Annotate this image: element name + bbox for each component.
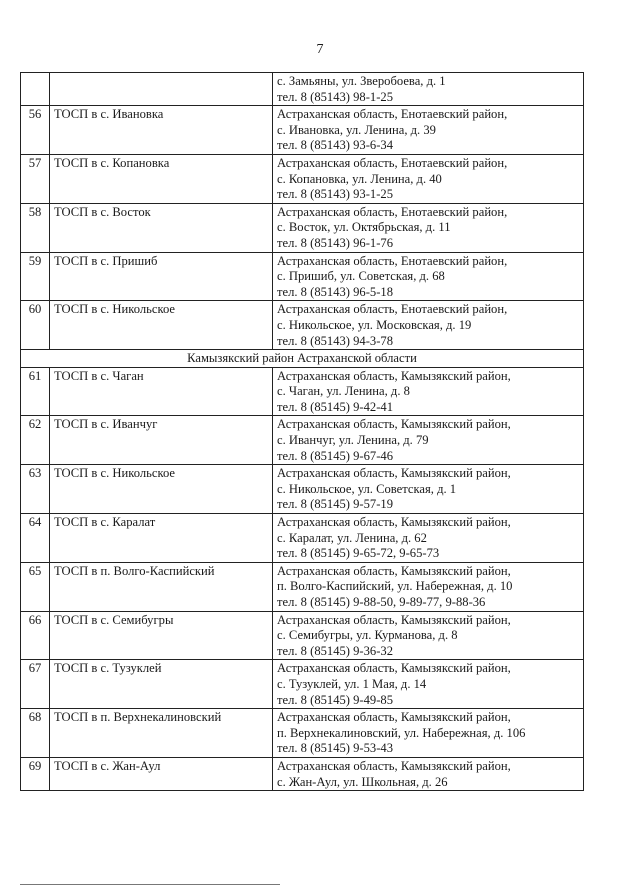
address-line: тел. 8 (85145) 9-36-32	[277, 643, 394, 658]
address-line: тел. 8 (85143) 94-3-78	[277, 333, 394, 348]
table-row	[21, 154, 584, 203]
office-address	[273, 611, 584, 660]
office-address	[273, 465, 584, 514]
row-number: 62	[21, 416, 50, 465]
table-row	[21, 514, 584, 563]
office-registry-table	[20, 72, 584, 791]
office-address	[273, 252, 584, 301]
row-number: 66	[21, 611, 50, 660]
section-heading: Камызякский район Астраханской области	[21, 350, 584, 368]
office-address	[273, 73, 584, 106]
office-name: ТОСП в п. Волго-Каспийский	[50, 562, 273, 611]
table-row	[21, 252, 584, 301]
address-line: тел. 8 (85143) 93-6-34	[277, 138, 394, 153]
address-line: п. Верхнекалиновский, ул. Набережная, д. 106	[277, 725, 526, 740]
address-line: с. Жан-Аул, ул. Школьная, д. 26	[277, 774, 448, 789]
office-address	[273, 514, 584, 563]
address-line: Астраханская область, Камызякский район,	[277, 368, 511, 383]
address-line: Астраханская область, Енотаевский район,	[277, 107, 508, 122]
table-row	[21, 416, 584, 465]
office-address	[273, 154, 584, 203]
address-line: с. Пришиб, ул. Советская, д. 68	[277, 269, 445, 284]
address-line: тел. 8 (85145) 9-88-50, 9-89-77, 9-88-36	[277, 595, 486, 609]
row-number: 57	[21, 154, 50, 203]
office-address	[273, 757, 584, 790]
registry-body	[21, 73, 584, 791]
table-row	[21, 301, 584, 350]
address-line: Астраханская область, Камызякский район,	[277, 758, 511, 773]
row-number: 64	[21, 514, 50, 563]
office-address	[273, 416, 584, 465]
row-number: 56	[21, 106, 50, 155]
table-row	[21, 660, 584, 709]
office-address	[273, 301, 584, 350]
table-row	[21, 367, 584, 416]
row-number: 59	[21, 252, 50, 301]
address-line: тел. 8 (85145) 9-53-43	[277, 741, 394, 756]
table-row	[21, 106, 584, 155]
office-name: ТОСП в с. Копановка	[50, 154, 273, 203]
address-line: Астраханская область, Енотаевский район,	[277, 204, 508, 219]
address-line: тел. 8 (85145) 9-57-19	[277, 497, 394, 512]
office-name: ТОСП в с. Восток	[50, 203, 273, 252]
row-number: 60	[21, 301, 50, 350]
address-line: тел. 8 (85143) 96-5-18	[277, 284, 394, 299]
address-line: с. Иванчуг, ул. Ленина, д. 79	[277, 433, 429, 448]
address-line: тел. 8 (85145) 9-67-46	[277, 448, 394, 463]
table-row	[21, 562, 584, 611]
address-line: с. Копановка, ул. Ленина, д. 40	[277, 171, 442, 186]
office-name: ТОСП в с. Семибугры	[50, 611, 273, 660]
office-name: ТОСП в п. Верхнекалиновский	[50, 709, 273, 758]
office-name: ТОСП в с. Иванчуг	[50, 416, 273, 465]
office-address	[273, 367, 584, 416]
row-number: 67	[21, 660, 50, 709]
office-name: ТОСП в с. Жан-Аул	[50, 757, 273, 790]
row-number: 61	[21, 367, 50, 416]
address-line: тел. 8 (85143) 93-1-25	[277, 187, 394, 202]
address-line: с. Ивановка, ул. Ленина, д. 39	[277, 122, 436, 137]
table-row	[21, 73, 584, 106]
office-name: ТОСП в с. Чаган	[50, 367, 273, 416]
table-row	[21, 611, 584, 660]
bottom-rule	[20, 884, 280, 885]
address-line: с. Тузуклей, ул. 1 Мая, д. 14	[277, 676, 427, 691]
office-address	[273, 709, 584, 758]
address-line: Астраханская область, Камызякский район,	[277, 515, 511, 530]
table-row	[21, 757, 584, 790]
address-line: с. Никольское, ул. Советская, д. 1	[277, 481, 457, 496]
office-name: ТОСП в с. Никольское	[50, 301, 273, 350]
office-name	[50, 73, 273, 106]
table-row	[21, 465, 584, 514]
office-name: ТОСП в с. Каралат	[50, 514, 273, 563]
address-line: Астраханская область, Камызякский район,	[277, 612, 511, 627]
address-line: Астраханская область, Енотаевский район,	[277, 302, 508, 317]
office-address	[273, 660, 584, 709]
row-number	[21, 73, 50, 106]
office-address	[273, 106, 584, 155]
address-line: тел. 8 (85145) 9-65-72, 9-65-73	[277, 546, 440, 561]
address-line: Астраханская область, Камызякский район,	[277, 417, 511, 432]
address-line: п. Волго-Каспийский, ул. Набережная, д. 10	[277, 579, 513, 594]
address-line: Астраханская область, Камызякский район,	[277, 710, 511, 725]
row-number: 65	[21, 562, 50, 611]
address-line: тел. 8 (85145) 9-49-85	[277, 692, 394, 707]
table-row	[21, 203, 584, 252]
table-row	[21, 709, 584, 758]
address-line: Астраханская область, Енотаевский район,	[277, 155, 508, 170]
office-name: ТОСП в с. Никольское	[50, 465, 273, 514]
row-number: 63	[21, 465, 50, 514]
address-line: Астраханская область, Камызякский район,	[277, 466, 511, 481]
row-number: 58	[21, 203, 50, 252]
address-line: тел. 8 (85143) 96-1-76	[277, 235, 394, 250]
address-line: с. Семибугры, ул. Курманова, д. 8	[277, 628, 458, 643]
address-line: с. Замьяны, ул. Зверобоева, д. 1	[277, 74, 446, 88]
office-address	[273, 562, 584, 611]
office-name: ТОСП в с. Пришиб	[50, 252, 273, 301]
address-line: Астраханская область, Камызякский район,	[277, 563, 511, 578]
row-number: 68	[21, 709, 50, 758]
address-line: с. Никольское, ул. Московская, д. 19	[277, 317, 472, 332]
address-line: с. Каралат, ул. Ленина, д. 62	[277, 530, 427, 545]
office-address	[273, 203, 584, 252]
address-line: тел. 8 (85145) 9-42-41	[277, 399, 394, 414]
address-line: Астраханская область, Енотаевский район,	[277, 253, 508, 268]
page-number: 7	[316, 42, 324, 57]
address-line: с. Чаган, ул. Ленина, д. 8	[277, 384, 410, 399]
office-name: ТОСП в с. Тузуклей	[50, 660, 273, 709]
section-row	[21, 350, 584, 368]
row-number: 69	[21, 757, 50, 790]
address-line: с. Восток, ул. Октябрьская, д. 11	[277, 220, 451, 235]
office-name: ТОСП в с. Ивановка	[50, 106, 273, 155]
address-line: Астраханская область, Камызякский район,	[277, 661, 511, 676]
address-line: тел. 8 (85143) 98-1-25	[277, 89, 394, 104]
